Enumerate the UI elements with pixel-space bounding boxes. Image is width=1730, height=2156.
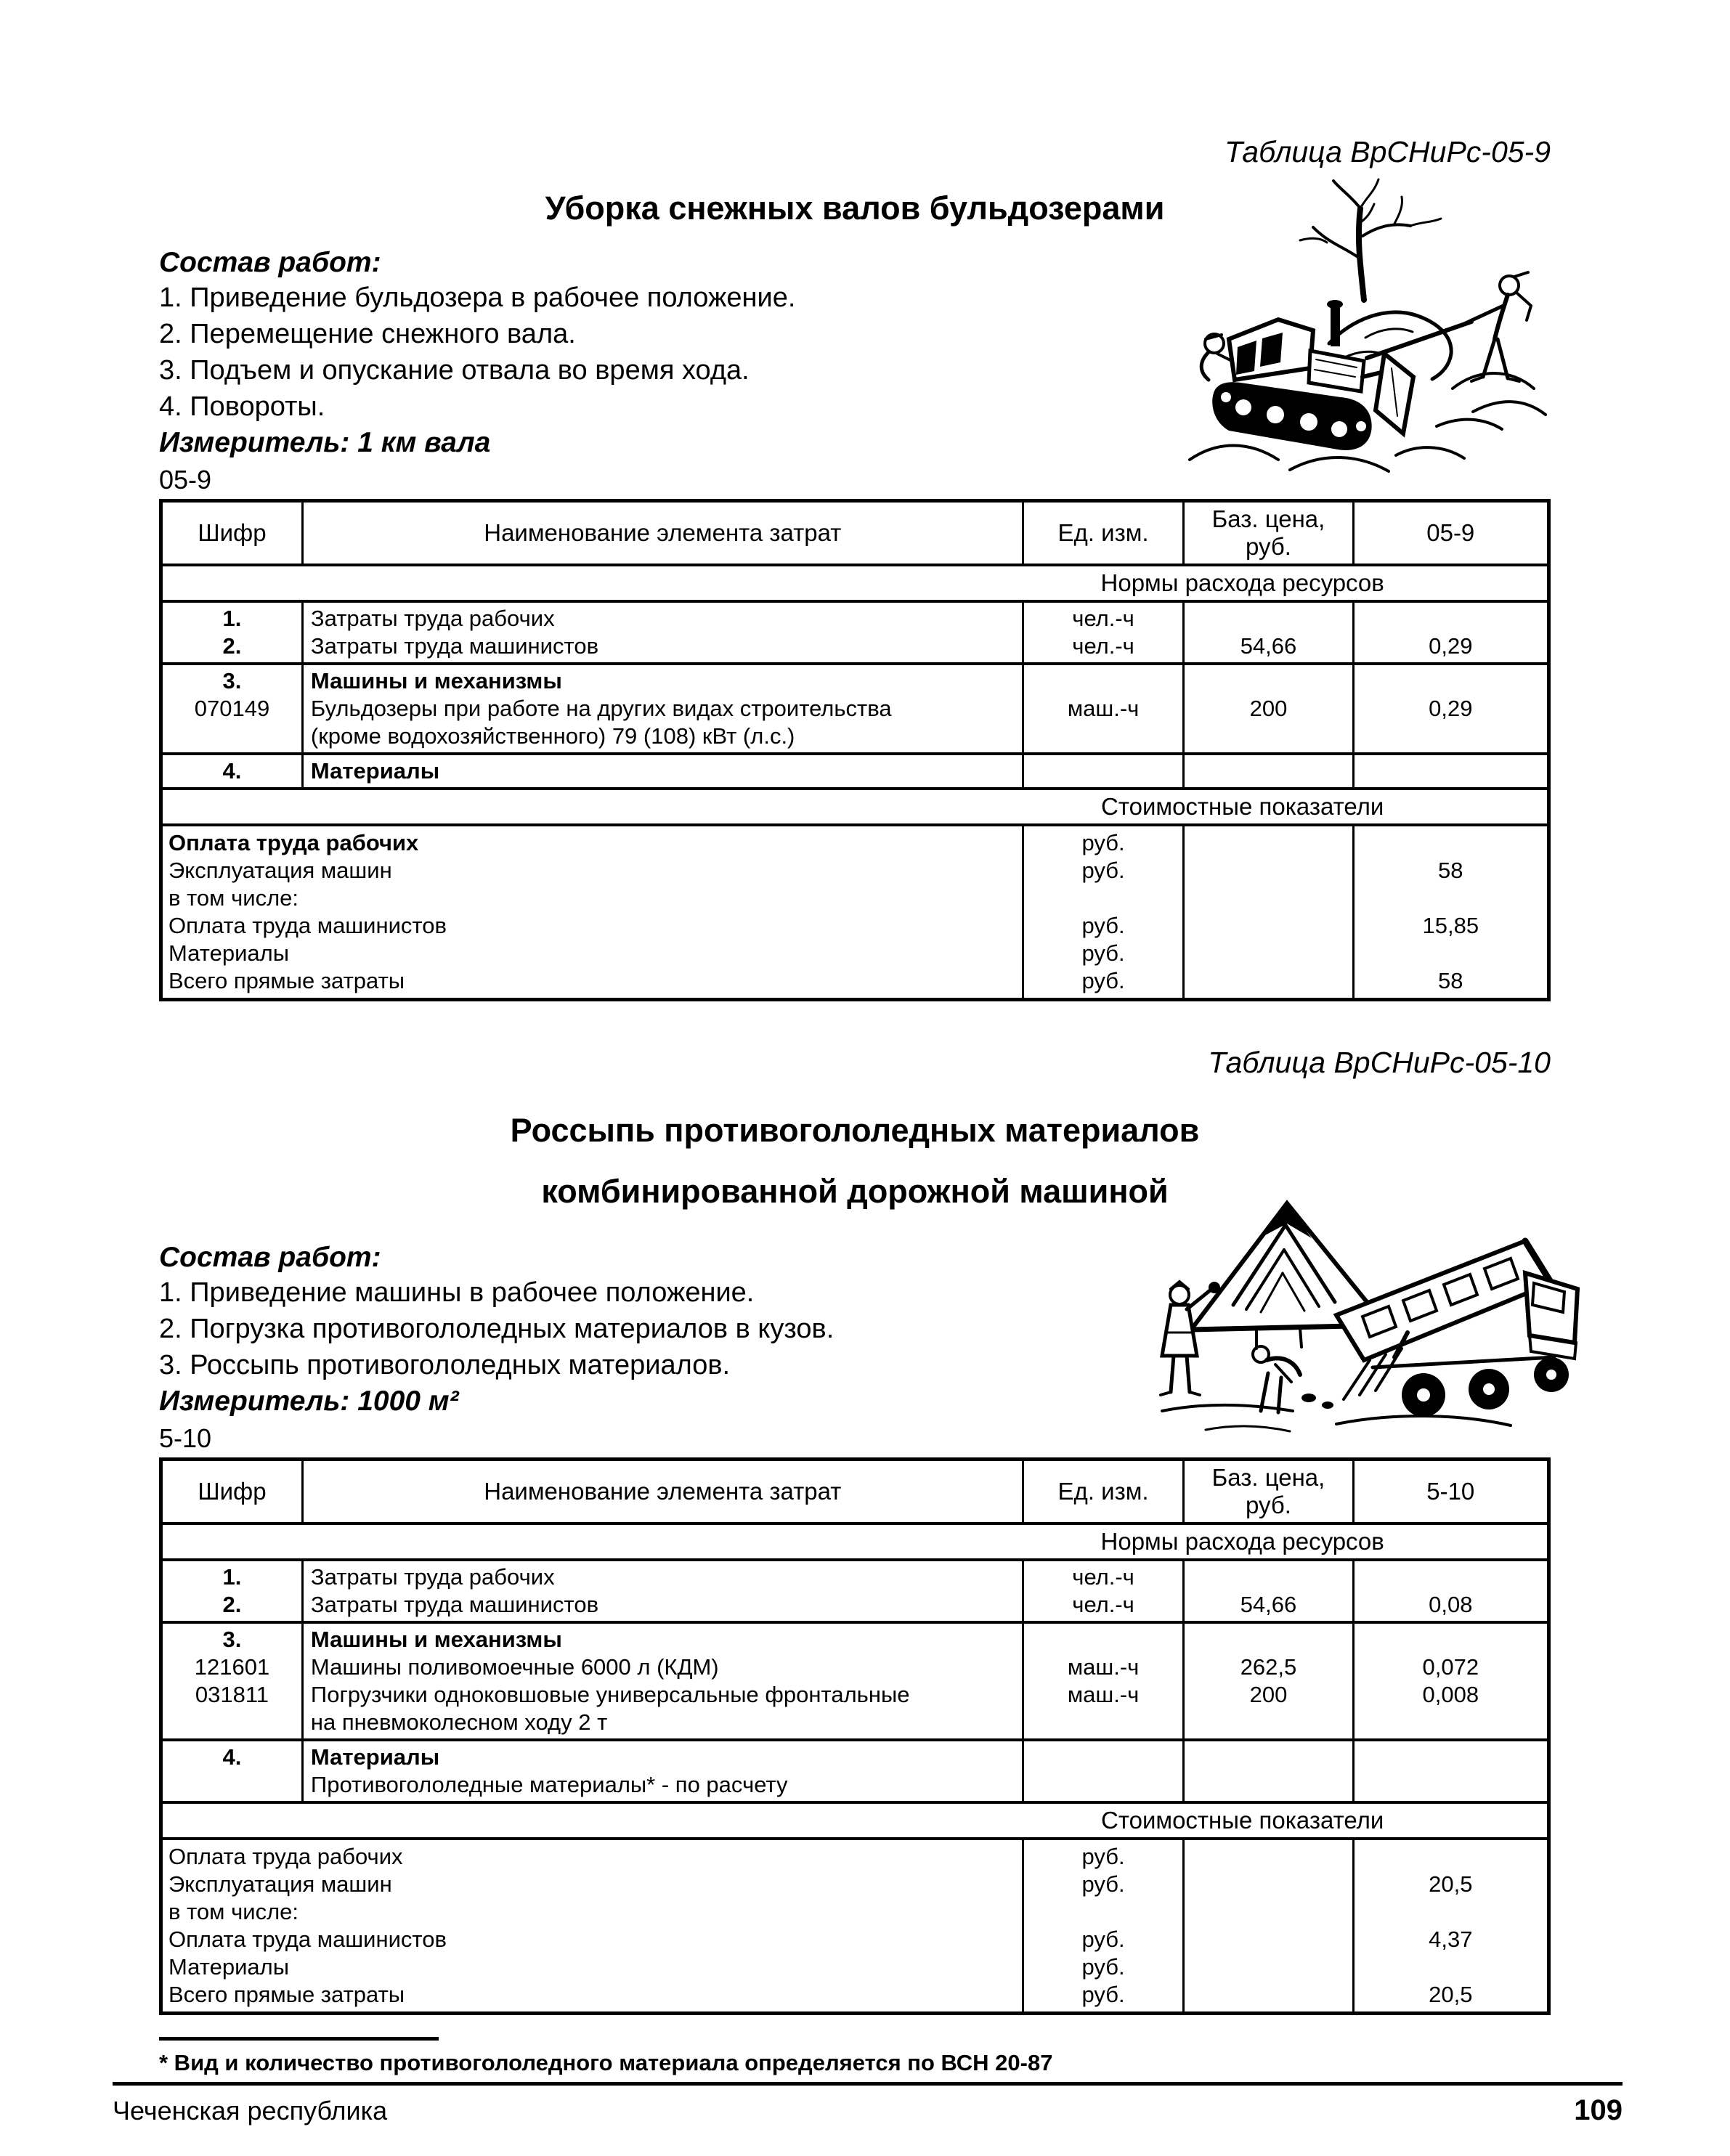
unit-line: маш.-ч (1067, 1682, 1140, 1707)
cost-unit-line: руб. (1081, 858, 1125, 883)
cost-unit-line: руб. (1081, 1927, 1125, 1952)
cell-name (302, 664, 1023, 754)
code-line: 1. (222, 606, 242, 631)
cost-unit-line: руб. (1081, 1871, 1125, 1897)
unit-line: чел.-ч (1072, 1564, 1134, 1590)
cost-unit-line (1024, 884, 1183, 912)
code-line (163, 1771, 301, 1799)
price-line (1185, 1626, 1352, 1653)
cell-norm (1353, 1560, 1548, 1622)
cost-value-line: 58 (1438, 858, 1463, 883)
cost-price-cell (1184, 825, 1353, 1000)
name-line: Противогололедные материалы* - по расчету (310, 1772, 788, 1797)
cell-unit (1023, 1560, 1184, 1622)
unit-line: чел.-ч (1072, 1592, 1134, 1617)
code-line: 3. (222, 668, 242, 693)
cost-unit-line: руб. (1081, 1844, 1125, 1869)
cost-unit-line (1024, 1898, 1183, 1926)
cost-unit-line: руб. (1081, 1982, 1125, 2007)
unit-line (1024, 723, 1183, 750)
section1-norm-code: 05-9 (159, 465, 212, 495)
cost-label-row (161, 789, 1549, 825)
code-line: 1. (222, 1564, 242, 1590)
work-item: 3. Россыпь противогололедных материалов. (159, 1350, 731, 1380)
page-footer (113, 2082, 1623, 2127)
cell-price (1184, 601, 1353, 664)
page-number: 109 (1574, 2094, 1623, 2126)
cell-name (302, 1560, 1023, 1622)
section1-works-list (159, 280, 1103, 425)
unit-line (1024, 1709, 1183, 1736)
norms-label: Нормы расхода ресурсов (1100, 569, 1384, 596)
name-line: Затраты труда рабочих (310, 1564, 555, 1590)
cost-label: Стоимостные показатели (1101, 793, 1384, 820)
cell-code (161, 664, 303, 754)
section2-works-label: Состав работ: (159, 1242, 381, 1273)
footnote-text: * Вид и количество противогололедного материала определяется по ВСН 20-87 (159, 2050, 1053, 2075)
cost-line-label: Эксплуатация машин (168, 1871, 392, 1897)
cell-price (1184, 664, 1353, 754)
price-line: 262,5 (1240, 1654, 1297, 1680)
col-header-name: Наименование элемента затрат (302, 1460, 1023, 1524)
cost-value-line: 15,85 (1422, 913, 1479, 938)
cell-norm (1353, 664, 1548, 754)
cost-line-label: Оплата труда машинистов (168, 1927, 447, 1952)
norm-line: 0,29 (1429, 633, 1473, 659)
cost-line-label: Оплата труда машинистов (168, 913, 447, 938)
cell-unit (1023, 664, 1184, 754)
cost-value-line (1355, 1843, 1547, 1871)
cost-value-line (1355, 940, 1547, 967)
cell-norm (1353, 601, 1548, 664)
footer-rule (113, 2082, 1623, 2086)
work-item: 2. Перемещение снежного вала. (159, 319, 576, 349)
norm-line: 0,072 (1422, 1654, 1479, 1680)
cost-value-line: 4,37 (1429, 1927, 1473, 1952)
cell-name (302, 1622, 1023, 1740)
name-line: Затраты труда машинистов (310, 633, 599, 659)
code-line: 4. (222, 758, 242, 784)
unit-line: маш.-ч (1067, 1654, 1140, 1680)
norms-label-row (161, 565, 1549, 601)
cost-block-row (161, 1839, 1549, 2014)
cost-line-label: Всего прямые затраты (168, 968, 405, 993)
name-line: Бульдозеры при работе на других видах строительства (310, 696, 892, 721)
cell-code (161, 754, 303, 789)
norm-line: 0,008 (1422, 1682, 1479, 1707)
price-line (1185, 605, 1352, 632)
cost-line-label: Всего прямые затраты (168, 1982, 405, 2007)
name-line: Машины поливомоечные 6000 л (КДМ) (310, 1654, 719, 1680)
cost-line-label: Материалы (168, 1954, 289, 1980)
section1-meter: Измеритель: 1 км вала (159, 427, 491, 458)
cell-unit (1023, 754, 1184, 789)
table-header-row (161, 501, 1549, 566)
cell-price (1184, 1740, 1353, 1802)
code-line: 3. (222, 1627, 242, 1652)
table-row-materials (161, 754, 1549, 789)
code-line: 070149 (194, 696, 270, 721)
table-header-row (161, 1460, 1549, 1524)
table-row-labor (161, 601, 1549, 664)
norm-line: 0,08 (1429, 1592, 1473, 1617)
unit-line: чел.-ч (1072, 633, 1134, 659)
cost-line-label: в том числе: (168, 885, 299, 911)
name-line: Затраты труда машинистов (310, 1592, 599, 1617)
cell-price (1184, 1560, 1353, 1622)
price-line: 200 (1249, 1682, 1288, 1707)
cost-unit-line: руб. (1081, 940, 1125, 966)
cost-value-line (1355, 829, 1547, 857)
price-line (1185, 667, 1352, 695)
cost-value-line: 20,5 (1429, 1982, 1473, 2007)
norm-line (1355, 667, 1547, 695)
section2-title-line2: комбинированной дорожной машиной (541, 1173, 1169, 1210)
price-line (1185, 1709, 1352, 1736)
cost-value-cell (1353, 1839, 1548, 2014)
table-row-materials (161, 1740, 1549, 1802)
section2-norm-code: 5-10 (159, 1423, 212, 1453)
section1-title: Уборка снежных валов бульдозерами (545, 190, 1165, 227)
table-row-machines (161, 664, 1549, 754)
name-line: Затраты труда рабочих (310, 606, 555, 631)
cell-norm (1353, 754, 1548, 789)
cost-value-line (1355, 884, 1547, 912)
col-header-price: Баз. цена, руб. (1184, 501, 1353, 566)
unit-line: чел.-ч (1072, 606, 1134, 631)
col-header-price: Баз. цена, руб. (1184, 1460, 1353, 1524)
cost-line-label: Эксплуатация машин (168, 858, 392, 883)
cost-unit-line: руб. (1081, 830, 1125, 855)
name-line: Погрузчики одноковшовые универсальные фронтальные (310, 1682, 910, 1707)
cell-price (1184, 1622, 1353, 1740)
col-header-name: Наименование элемента затрат (302, 501, 1023, 566)
price-line: 200 (1249, 696, 1288, 721)
cost-value-line (1355, 1898, 1547, 1926)
footnote-separator (159, 2037, 439, 2041)
cost-unit-line: руб. (1081, 1954, 1125, 1980)
code-line: 2. (222, 633, 242, 659)
cost-label: Стоимостные показатели (1101, 1807, 1384, 1834)
cost-line-label: Оплата труда рабочих (168, 1844, 403, 1869)
bare-tree (1300, 179, 1441, 300)
cost-name-cell (161, 825, 1023, 1000)
code-line: 2. (222, 1592, 242, 1617)
unit-line (1024, 667, 1183, 695)
col-header-norm: 5-10 (1353, 1460, 1548, 1524)
norm-line (1355, 1626, 1547, 1653)
section1-works-label: Состав работ: (159, 247, 381, 278)
col-header-code: Шифр (161, 1460, 303, 1524)
cost-line-label: Оплата труда рабочих (168, 830, 419, 855)
unit-line: маш.-ч (1067, 696, 1140, 721)
cell-code (161, 1622, 303, 1740)
cell-name (302, 601, 1023, 664)
norm-line (1355, 723, 1547, 750)
norms-label-row (161, 1524, 1549, 1560)
work-item: 1. Приведение бульдозера в рабочее положение. (159, 282, 796, 313)
cost-unit-line: руб. (1081, 913, 1125, 938)
section2-title-line1: Россыпь противогололедных материалов (510, 1112, 1200, 1149)
norm-line (1355, 1709, 1547, 1736)
col-header-unit: Ед. изм. (1023, 1460, 1184, 1524)
col-header-norm: 05-9 (1353, 501, 1548, 566)
col-header-unit: Ед. изм. (1023, 501, 1184, 566)
code-line: 121601 (194, 1654, 270, 1680)
section2-works-list (159, 1274, 1103, 1383)
cell-code (161, 601, 303, 664)
cell-unit (1023, 1740, 1184, 1802)
cost-value-line: 20,5 (1429, 1871, 1473, 1897)
cost-table-05-10 (159, 1457, 1551, 2015)
code-line: 4. (222, 1744, 242, 1770)
cost-unit-cell (1023, 1839, 1184, 2014)
cost-value-line (1355, 1953, 1547, 1981)
work-item: 4. Повороты. (159, 391, 325, 422)
cost-line-label: в том числе: (168, 1899, 299, 1924)
col-header-code: Шифр (161, 501, 303, 566)
cell-norm (1353, 1622, 1548, 1740)
norm-line (1355, 1563, 1547, 1591)
cost-unit-line: руб. (1081, 968, 1125, 993)
ground-strokes (1162, 1405, 1511, 1431)
name-line: Машины и механизмы (310, 1627, 562, 1652)
cell-unit (1023, 1622, 1184, 1740)
table-caption-05-9: Таблица ВрСНиРс-05-9 (1225, 135, 1551, 168)
table-row-labor (161, 1560, 1549, 1622)
price-line: 54,66 (1240, 633, 1297, 659)
name-line: (кроме водохозяйственного) 79 (108) кВт (л.с.) (310, 723, 795, 749)
section2-meter: Измеритель: 1000 м² (159, 1386, 459, 1417)
name-line: Машины и механизмы (310, 668, 562, 693)
name-line: Материалы (310, 758, 440, 784)
norms-label: Нормы расхода ресурсов (1100, 1528, 1384, 1555)
name-line: Материалы (310, 1744, 440, 1770)
cell-code (161, 1560, 303, 1622)
cost-unit-cell (1023, 825, 1184, 1000)
code-line (163, 1709, 301, 1736)
cell-norm (1353, 1740, 1548, 1802)
cost-name-cell (161, 1839, 1023, 2014)
cell-name (302, 1740, 1023, 1802)
table-row-machines (161, 1622, 1549, 1740)
work-item: 2. Погрузка противогололедных материалов в кузов. (159, 1314, 834, 1344)
footer-region-label: Чеченская республика (113, 2096, 388, 2126)
truck-illustration (1118, 1180, 1605, 1452)
code-line: 031811 (195, 1682, 269, 1707)
cell-name (302, 754, 1023, 789)
price-line: 54,66 (1240, 1592, 1297, 1617)
cost-price-cell (1184, 1839, 1353, 2014)
cell-unit (1023, 601, 1184, 664)
work-item: 1. Приведение машины в рабочее положение. (159, 1277, 755, 1308)
work-item: 3. Подъем и опускание отвала во время хода. (159, 355, 750, 386)
bulldozer-body (1212, 300, 1413, 450)
cost-line-label: Материалы (168, 940, 289, 966)
cost-label-row (161, 1802, 1549, 1839)
cost-value-cell (1353, 825, 1548, 1000)
price-line (1185, 723, 1352, 750)
norm-line: 0,29 (1429, 696, 1473, 721)
dump-truck (1336, 1241, 1577, 1417)
cost-block-row (161, 825, 1549, 1000)
bulldozer-illustration (1148, 171, 1562, 479)
cell-price (1184, 754, 1353, 789)
norm-line (1355, 605, 1547, 632)
cell-code (161, 1740, 303, 1802)
price-line (1185, 1563, 1352, 1591)
cost-table-05-9 (159, 499, 1551, 1001)
unit-line (1024, 1626, 1183, 1653)
cost-value-line: 58 (1438, 968, 1463, 993)
table-caption-05-10: Таблица ВрСНиРс-05-10 (1208, 1046, 1551, 1079)
name-line: на пневмоколесном ходу 2 т (310, 1709, 608, 1735)
code-line (163, 723, 301, 750)
